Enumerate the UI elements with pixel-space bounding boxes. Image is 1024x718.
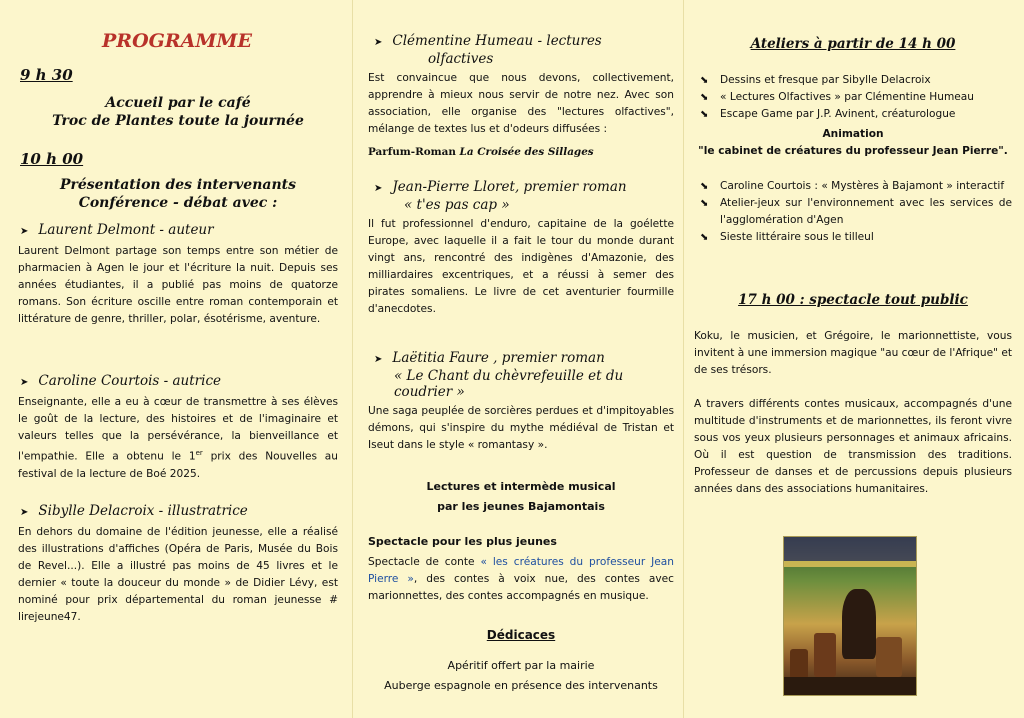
list-item [700,72,1012,89]
laetitia-title [374,350,623,400]
jp-text: Il fut professionnel d'enduro, capitaine de la goélette Europe, avec laquelle il a fait le tour du monde durant vingt ans, rencontré des indigènes d'Amazonie, des milliardaires excentriques, et a réussi à semer des pirates somaliens. Le livre de cet aventurier fourmille d'anecdotes. [368,218,674,315]
fold-line [352,0,353,718]
laetitia-title-line: « Le Chant du chèvrefeuille et du [394,368,624,384]
parfum-roman [368,146,594,158]
list-item [700,195,1012,229]
welcome-block [18,94,338,130]
down-right-arrow-icon: ⬊ [700,75,709,86]
animation-block [694,126,1012,160]
caroline-text [18,394,338,483]
down-right-arrow-icon: ⬊ [700,92,709,103]
koku-text: Koku, le musicien, et Grégoire, le marionnettiste, vous invitent à une immersion magique "au cœur de l'Afrique" et de ses trésors. [694,330,1013,376]
arrow-right-icon: ➤ [374,37,383,48]
list-item-text: « Lectures Olfactives » par Clémentine Humeau [720,91,975,103]
jp-title [374,179,627,214]
lectures-line: Lectures et intermède musical [426,480,616,493]
spectacle-text-end: , des contes à voix nue, des contes avec marionnettes, des contes accompagnés en musique. [368,573,675,602]
list-item [700,178,1012,195]
sibylle-title [20,503,248,521]
closing-block [368,656,674,696]
arrow-right-icon: ➤ [20,507,29,518]
arrow-right-icon: ➤ [20,226,29,237]
ateliers-list [700,72,1012,123]
laetitia-title-line: coudrier » [394,384,465,400]
contes-text: A travers différents contes musicaux, accompagnés d'une multitude d'instruments et de marionnettes, ils feront vivre sous vos yeux plusieurs personnages et animaux africains. Où il est question de transmission des traditions. Professeur de danses et de percussions depuis plusieurs années dans des associations humanitaires. [694,398,1012,495]
spectacle-public-title: 17 h 00 : spectacle tout public [738,292,968,308]
laurent-title-text: Laurent Delmont - auteur [38,222,214,238]
caroline-text-end: prix des Nouvelles au festival de la lecture de Boé 2025. [18,450,339,480]
caroline-title-text: Caroline Courtois - autrice [38,373,221,389]
clementine-title-line: Clémentine Humeau - lectures [392,33,602,49]
list-item-text: Dessins et fresque par Sibylle Delacroix [720,74,931,86]
arrow-right-icon: ➤ [20,377,29,388]
activites-list [700,178,1012,246]
jp-title-line: Jean-Pierre Lloret, premier roman [392,179,627,195]
list-item-text: Atelier-jeux sur l'environnement avec les services de l'agglomération d'Agen [720,197,1012,226]
list-item-text: Caroline Courtois : « Mystères à Bajamont » interactif [720,180,1005,192]
laurent-title [20,222,214,240]
conference-line: Conférence - débat avec : [78,195,278,211]
spectacle-heading: Spectacle pour les plus jeunes [368,535,557,548]
list-item [700,229,1012,246]
spectacle-title-blue: « les créatures du professeur Jean Pierre » [368,556,674,585]
spectacle-text-start: Spectacle de conte [368,556,481,568]
presentation-line: Présentation des intervenants [59,177,296,193]
animation-label: Animation [822,128,884,140]
list-item-text: Escape Game par J.P. Avinent, créaturologue [720,108,956,120]
welcome-line: Accueil par le café [105,95,251,111]
list-item [700,89,1012,106]
spectacle-text [368,554,674,605]
auberge-line: Auberge espagnole en présence des intervenants [384,679,658,692]
caroline-text-main: Enseignante, elle a eu à cœur de transmettre à ses élèves le goût de la lecture, des histoires et de l'imaginaire et valeurs telles que la persévérance, la bienveillance et l'empathie. Elle a obtenu le 1 [18,396,338,463]
sibylle-title-text: Sibylle Delacroix - illustratrice [38,503,248,519]
arrow-right-icon: ➤ [374,354,383,365]
animation-text: "le cabinet de créatures du professeur Jean Pierre". [698,145,1008,157]
lectures-block [368,477,674,517]
down-right-arrow-icon: ⬊ [700,181,709,192]
arrow-right-icon: ➤ [374,183,383,194]
aperitif-line: Apéritif offert par la mairie [447,659,595,672]
fold-line [683,0,684,718]
down-right-arrow-icon: ⬊ [700,109,709,120]
jp-title-line: « t'es pas cap » [404,197,510,213]
laurent-text: Laurent Delmont partage son temps entre son métier de pharmacien à Agen le jour et l'écriture la nuit. Depuis ses années étudiantes, il a publié pas moins de quatorze romans. Son écriture oscille entre roman contemporain et littérature de genre, thriller, polar, ésotérisme, aventure. [18,245,338,325]
dedicaces-heading: Dédicaces [486,628,556,642]
laetitia-text: Une saga peuplée de sorcières perdues et d'impitoyables démons, qui s'inspire du mythe médiéval de Tristan et Iseut dans le style « romantasy ». [368,405,674,451]
time-ten: 10 h 00 [20,150,84,168]
time-morning: 9 h 30 [20,66,73,84]
laetitia-title-line: Laëtitia Faure , premier roman [392,350,605,366]
clementine-title-line: olfactives [428,51,494,67]
down-right-arrow-icon: ⬊ [700,232,709,243]
caroline-text-sup: er [195,449,203,457]
programme-title: PROGRAMME [102,30,252,52]
musician-photo [783,536,917,696]
lectures-line: par les jeunes Bajamontais [437,500,605,513]
clementine-title [374,33,602,68]
down-right-arrow-icon: ⬊ [700,198,709,209]
list-item [700,106,1012,123]
sibylle-text: En dehors du domaine de l'édition jeunesse, elle a réalisé des illustrations d'affiches (Opéra de Paris, Musée du Bois de Revel...). Elle a illustré pas moins de 45 livres et le dernier « toute la douceur du monde » de Didier Lévy, est nominé pour prix départemental du roman jeunesse # lirejeune47. [18,526,338,623]
ateliers-title: Ateliers à partir de 14 h 00 [750,36,956,52]
clementine-text: Est convaincue que nous devons, collectivement, apprendre à mieux nous servir de notre nez. Avec son association, elle organise des "lectures olfactives", mélange de textes lus et d'odeurs diffusées : [368,72,674,135]
presentation-block [18,176,338,212]
list-item-text: Sieste littéraire sous le tilleul [720,231,874,243]
caroline-title [20,373,221,391]
parfum-label: Parfum-Roman [368,146,456,158]
plant-swap-line: Troc de Plantes toute la journée [52,113,304,129]
parfum-title: La Croisée des Sillages [459,146,594,158]
